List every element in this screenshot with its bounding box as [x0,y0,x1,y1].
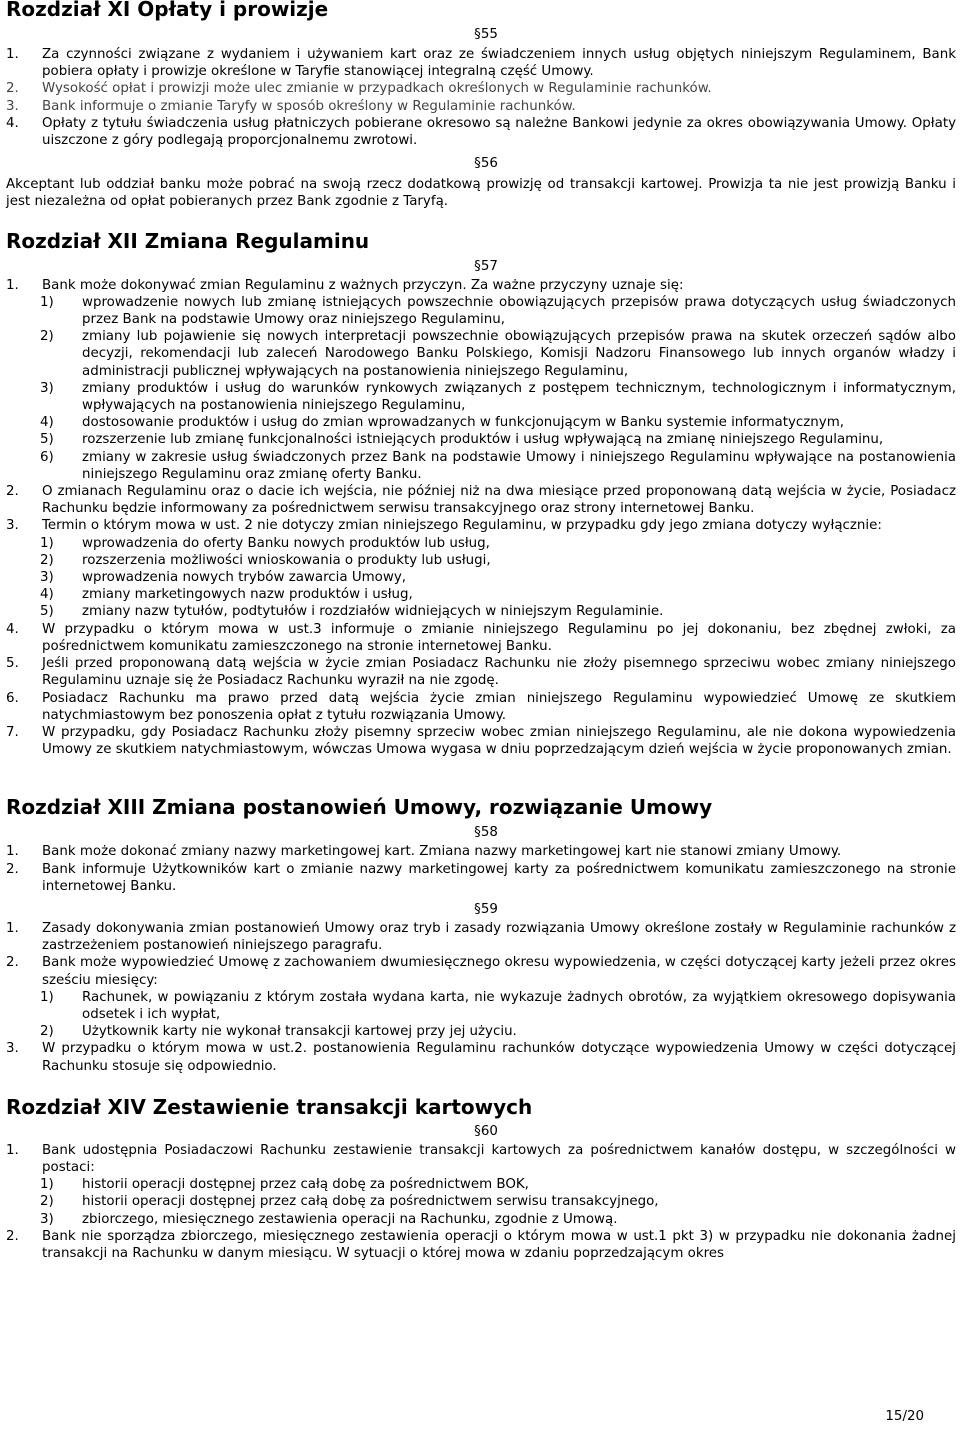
paragraph-number: §58 [474,825,498,841]
list-item: 2. Wysokość opłat i prowizji może ulec zmianie w przypadkach określonych w Regulaminie rachunków. [6,81,712,97]
paragraph-55 [6,46,956,149]
list-item: 3. Bank informuje o zmianie Taryfy w sposób określony w Regulaminie rachunków. [6,98,576,114]
paragraph-number: §59 [474,901,498,917]
list-item: 1. Bank może dokonać zmiany nazwy marketingowej kart. Zmiana nazwy marketingowej kart nie stanowi zmiany Umowy. [6,844,842,860]
sub-list-item: 6) zmiany w zakresie usług świadczonych przez Bank na podstawie Umowy i niniejszego Regulaminu wpływające na postanowienia niniejszego Regulaminu oraz zmianę oferty Banku. [40,449,956,482]
sub-list-item: 2) Użytkownik karty nie wykonał transakcji kartowej przy jej użyciu. [40,1024,517,1040]
list-item: 1. Bank może dokonywać zmian Regulaminu z ważnych przyczyn. Za ważne przyczyny uznaje się: [6,277,684,293]
paragraph-number: §57 [474,258,498,274]
list-item: 1. Bank udostępnia Posiadaczowi Rachunku zestawienie transakcji kartowych za pośrednictwem kanałów dostępu, w szczególności w postaci: [6,1142,956,1175]
sub-list-item: 3) zbiorczego, miesięcznego zestawienia operacji na Rachunku, zgodnie z Umową. [40,1211,618,1227]
sub-list-item: 2) zmiany lub pojawienie się nowych interpretacji powszechnie obowiązujących przepisów prawa na skutek orzeczeń sądów albo decyzji, rekomendacji lub zaleceń Narodowego Banku Polskiego, Komisji Nadzoru Finansowego lub innych organów władzy i administracji publicznej wpływających na postanowienia niniejszego Regulaminu, [40,329,956,379]
chapter-title: Rozdział XIII Zmiana postanowień Umowy, rozwiązanie Umowy [6,795,713,820]
chapter-title: Rozdział XII Zmiana Regulaminu [6,228,370,253]
paragraph-number: §60 [474,1123,498,1139]
paragraph-57 [6,277,956,759]
paragraph-59 [6,920,956,1075]
sub-list-item: 2) historii operacji dostępnej przez całą dobę za pośrednictwem serwisu transakcyjnego, [40,1194,659,1210]
sub-list-item: 1) wprowadzenie nowych lub zmianę istniejących powszechnie obowiązujących przepisów prawa dotyczących usług świadczonych przez Bank na podstawie Umowy oraz niniejszego Regulaminu, [40,294,956,328]
list-item: 5. Jeśli przed proponowaną datą wejścia w życie zmian Posiadacz Rachunku nie złoży pisemnego sprzeciwu wobec zmiany niniejszego Regulaminu uznaje się że Posiadacz Rachunku wyraził na nie zgodę. [6,656,956,689]
list-item: 2. O zmianach Regulaminu oraz o dacie ich wejścia, nie później niż na dwa miesiące przed proponowaną datą wejścia w życie, Posiadacz Rachunku będzie informowany za pośrednictwem serwisu transakcyjnego oraz strony internetowej Banku. [6,484,956,517]
list-item: 2. Bank informuje Użytkowników kart o zmianie nazwy marketingowej karty za pośrednictwem komunikatu zamieszczonego na stronie internetowej Banku. [6,861,956,894]
list-item: 6. Posiadacz Rachunku ma prawo przed datą wejścia życie zmian niniejszego Regulaminu wypowiedzieć Umowę ze skutkiem natychmiastowym bez ponoszenia opłat z tytułu rozwiązania Umowy. [6,690,956,723]
sub-list-item: 1) historii operacji dostępnej przez całą dobę za pośrednictwem BOK, [40,1177,529,1193]
sub-list-item: 5) zmiany nazw tytułów, podtytułów i rozdziałów widniejących w niniejszym Regulaminie. [40,604,664,620]
sub-list-item: 5) rozszerzenie lub zmianę funkcjonalności istniejących produktów i usług wpływającą na zmianę niniejszego Regulaminu, [40,432,884,448]
paragraph-58 [6,843,956,895]
sub-list-item: 4) zmiany marketingowych nazw produktów i usług, [40,587,413,603]
sub-list-item: 1) wprowadzenia do oferty Banku nowych produktów lub usług, [40,535,490,551]
chapter-title: Rozdział XI Opłaty i prowizje [6,0,329,21]
paragraph-60 [6,1142,956,1262]
list-item: 7. W przypadku, gdy Posiadacz Rachunku złoży pisemny sprzeciw wobec zmian niniejszego Regulaminu, ale nie dokona wypowiedzenia Umowy ze skutkiem natychmiastowym, wówczas Umowa wygasa w dniu poprzedzającym dzień wejścia w życie proponowanych zmian. [6,724,956,758]
sub-list-item: 4) dostosowanie produktów i usług do zmian wprowadzanych w funkcjonującym w Banku systemie informatycznym, [40,415,845,431]
sub-list-item: 3) zmiany produktów i usług do warunków rynkowych związanych z postępem technicznym, technologicznym i informatycznym, wpływających na postanowienia niniejszego Regulaminu, [40,380,956,414]
sub-list-item: 2) rozszerzenia możliwości wnioskowania o produkty lub usługi, [40,552,491,568]
sub-list-item: 1) Rachunek, w powiązaniu z którym została wydana karta, nie wykazuje żadnych obrotów, za wyjątkiem okresowego dopisywania odsetek i ich wypłat, [40,989,956,1022]
document-page [6,0,956,1262]
list-item: 4. W przypadku o którym mowa w ust.3 informuje o zmianie niniejszego Regulaminu po jej dokonaniu, bez zbędnej zwłoki, za pośrednictwem komunikatu zamieszczonego na stronie internetowej Banku. [6,621,956,654]
paragraph-56-text: Akceptant lub oddział banku może pobrać na swoją rzecz dodatkową prowizję od transakcji kartowej. Prowizja ta nie jest prowizją Banku i jest niezależna od opłat pobieranych przez Bank zgodnie z Taryfą. [6,177,956,210]
list-item: 3. W przypadku o którym mowa w ust.2. postanowienia Regulaminu rachunków dotyczące wypowiedzenia Umowy w części dotyczącej Rachunku stosuje się odpowiednio. [6,1041,956,1074]
list-item: 2. Bank może wypowiedzieć Umowę z zachowaniem dwumiesięcznego okresu wypowiedzenia, w części dotyczącej karty jeżeli przez okres sześciu miesięcy: [6,955,956,988]
paragraph-number: §55 [474,27,498,42]
sub-list-item: 3) wprowadzenia nowych trybów zawarcia Umowy, [40,570,407,586]
list-item: 3. Termin o którym mowa w ust. 2 nie dotyczy zmian niniejszego Regulaminu, w przypadku gdy jego zmiana dotyczy wyłącznie: [6,518,882,534]
page-number: 15/20 [885,1409,924,1424]
list-item: 4. Opłaty z tytułu świadczenia usług płatniczych pobierane okresowo są należne Bankowi jedynie za okres obowiązywania Umowy. Opłaty uiszczone z góry podlegają proporcjonalnemu zwrotowi. [6,115,956,149]
list-item: 1. Za czynności związane z wydaniem i używaniem kart oraz ze świadczeniem innych usług objętych niniejszym Regulaminem, Bank pobiera opłaty i prowizje określone w Taryfie stanowiącej integralną część Umowy. [6,47,956,80]
list-item: 2. Bank nie sporządza zbiorczego, miesięcznego zestawienia operacji o którym mowa w ust.1 pkt 3) w przypadku nie dokonania żadnej transakcji na Rachunku w danym miesiącu. W sytuacji o której mowa w zdaniu poprzedzającym okres [6,1228,956,1261]
chapter-title: Rozdział XIV Zestawienie transakcji kartowych [6,1094,533,1119]
paragraph-number: §56 [474,156,498,172]
list-item: 1. Zasady dokonywania zmian postanowień Umowy oraz tryb i zasady rozwiązania Umowy określone zostały w Regulaminie rachunków z zastrzeżeniem postanowień niniejszego paragrafu. [6,920,956,954]
